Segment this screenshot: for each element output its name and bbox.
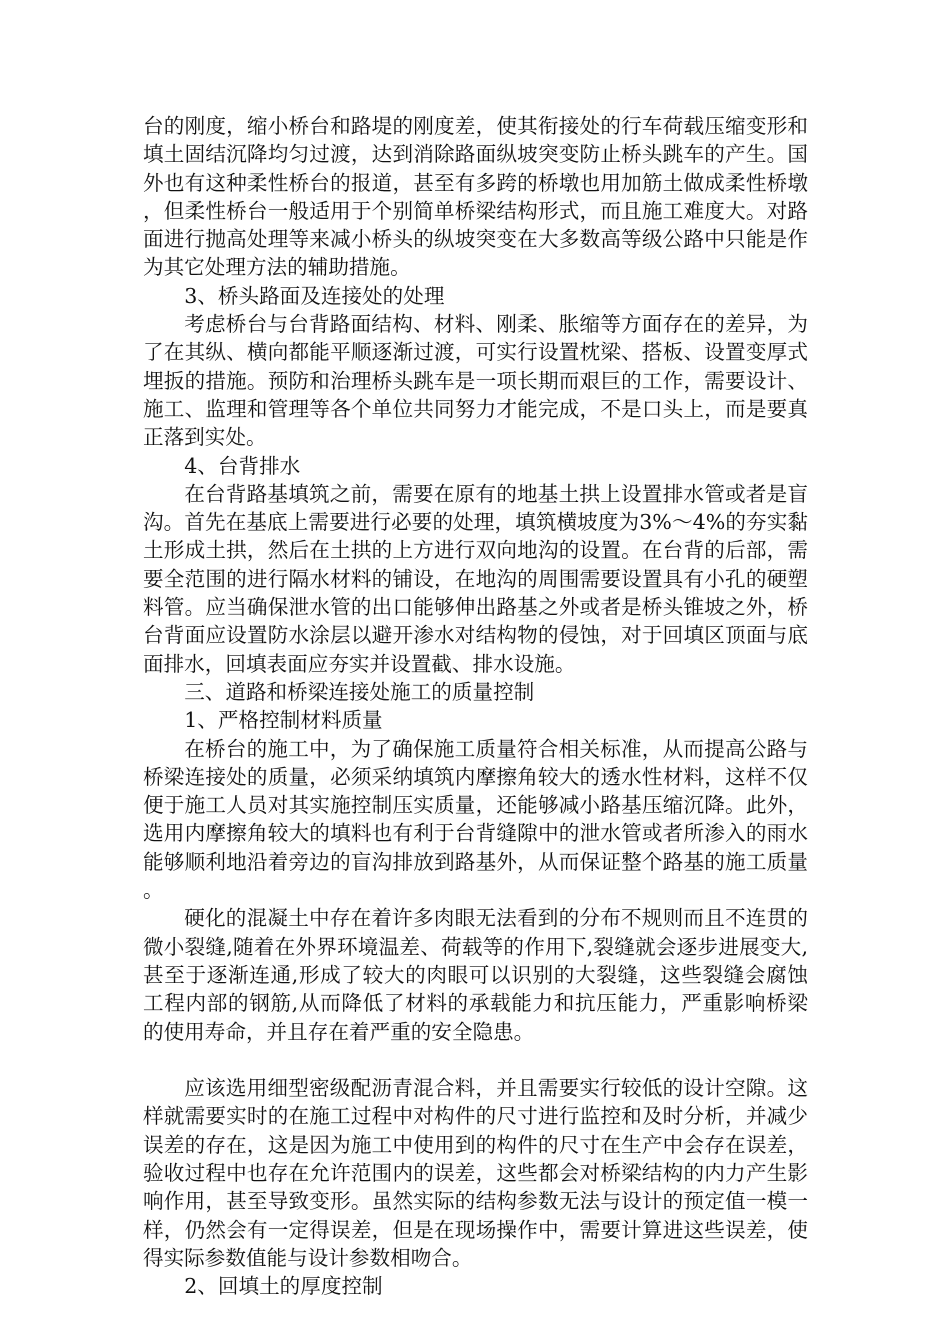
heading-material-quality: 1、严格控制材料质量	[184, 708, 383, 733]
paragraph-transition-measures: 考虑桥台与台背路面结构、材料、刚柔、胀缩等方面存在的差异，为了在其纵、横向都能平顺逐渐过渡，可实行设置枕梁、搭板、设置变厚式埋扳的措施。预防和治理桥头跳车是一项长期而艰巨的工作，需要设计、施工、监理和管理等各个单位共同努力才能完成，不是口头上，而是要真正落到实处。	[143, 312, 808, 450]
paragraph-concrete-cracks: 硬化的混凝土中存在着许多肉眼无法看到的分布不规则而且不连贯的微小裂缝,随着在外界环境温差、荷载等的作用下,裂缝就会逐步进展变大,甚至于逐渐连通,形成了较大的肉眼可以识别的大裂缝，这些裂缝会腐蚀工程内部的钢筋,从而降低了材料的承载能力和抗压能力，严重影响桥梁的使用寿命，并且存在着严重的安全隐患。	[143, 906, 808, 1044]
heading-quality-control: 三、道路和桥梁连接处施工的质量控制	[184, 679, 535, 704]
paragraph-rigid-abutment: 台的刚度，缩小桥台和路堤的刚度差，使其衔接处的行车荷载压缩变形和填土固结沉降均匀过渡，达到消除路面纵坡突变防止桥头跳车的产生。国外也有这种柔性桥台的报道，甚至有多跨的桥墩也用加筋土做成柔性桥墩，但柔性桥台一般适用于个别简单桥梁结构形式，而且施工难度大。对路面进行抛高处理等来减小桥头的纵坡突变在大多数高等级公路中只能是作为其它处理方法的辅助措施。	[143, 114, 808, 280]
document-body	[143, 112, 808, 1300]
heading-bridge-deck-connection: 3、桥头路面及连接处的处理	[184, 283, 445, 308]
heading-backfill-drainage: 4、台背排水	[184, 453, 301, 478]
paragraph-permeable-material: 在桥台的施工中，为了确保施工质量符合相关标准，从而提高公路与桥梁连接处的质量，必须采纳填筑内摩擦角较大的透水性材料，这样不仅便于施工人员对其实施控制压实质量，还能够减小路基压缩沉降。此外，选用内摩擦角较大的填料也有利于台背缝隙中的泄水管或者所渗入的雨水能够顺利地沿着旁边的盲沟排放到路基外，从而保证整个路基的施工质量。	[143, 736, 808, 903]
paragraph-asphalt-mixture: 应该选用细型密级配沥青混合料，并且需要实行较低的设计空隙。这样就需要实时的在施工过程中对构件的尺寸进行监控和及时分析，并减少误差的存在，这是因为施工中使用到的构件的尺寸在生产中会存在误差，验收过程中也存在允许范围内的误差，这些都会对桥梁结构的内力产生影响作用，甚至导致变形。虽然实际的结构参数无法与设计的预定值一模一样，仍然会有一定得误差，但是在现场操作中，需要计算进这些误差，使得实际参数值能与设计参数相吻合。	[143, 1076, 808, 1270]
heading-backfill-thickness: 2、回填土的厚度控制	[184, 1274, 383, 1299]
paragraph-drainage-details: 在台背路基填筑之前，需要在原有的地基土拱上设置排水管或者是盲沟。首先在基底上需要进行必要的处理，填筑横坡度为3%～4%的夯实黏土形成土拱，然后在土拱的上方进行双向地沟的设置。在台背的后部，需要全范围的进行隔水材料的铺设，在地沟的周围需要设置具有小孔的硬塑料管。应当确保泄水管的出口能够伸出路基之外或者是桥头锥坡之外，桥台背面应设置防水涂层以避开渗水对结构物的侵蚀，对于回填区顶面与底面排水，回填表面应夯实并设置截、排水设施。	[143, 481, 808, 676]
